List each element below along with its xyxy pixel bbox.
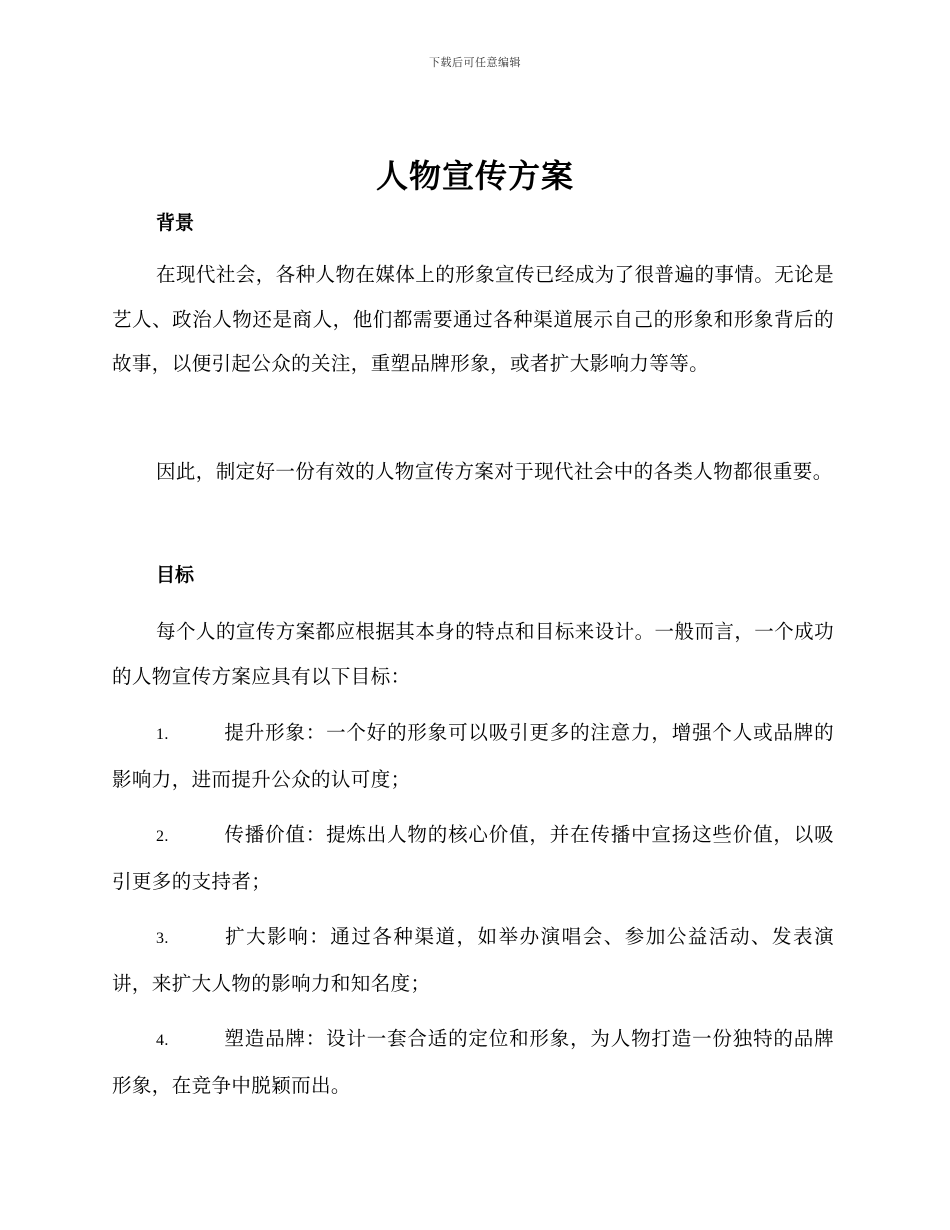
goal-list-item — [112, 915, 834, 1006]
list-item-text: 塑造品牌：设计一套合适的定位和形象，为人物打造一份独特的品牌形象，在竞争中脱颖而出。 — [112, 1027, 834, 1097]
list-number: 3. — [156, 930, 169, 947]
list-item-text: 传播价值：提炼出人物的核心价值，并在传播中宣扬这些价值，以吸引更多的支持者； — [112, 823, 834, 893]
list-item-text: 扩大影响：通过各种渠道，如举办演唱会、参加公益活动、发表演讲，来扩大人物的影响力和知名度； — [112, 925, 834, 995]
list-number: 2. — [156, 828, 169, 845]
background-paragraph: 在现代社会，各种人物在媒体上的形象宣传已经成为了很普遍的事情。无论是艺人、政治人物还是商人，他们都需要通过各种渠道展示自己的形象和形象背后的故事，以便引起公众的关注，重塑品牌形象，或者扩大影响力等等。 — [112, 263, 834, 375]
list-number: 1. — [156, 726, 169, 743]
goal-list-item — [112, 1017, 834, 1108]
list-item-text: 提升形象：一个好的形象可以吸引更多的注意力，增强个人或品牌的影响力，进而提升公众的认可度； — [112, 721, 834, 791]
goal-list-item — [112, 813, 834, 904]
goal-list-item — [112, 711, 834, 802]
document-title: 人物宣传方案 — [375, 157, 574, 195]
list-number: 4. — [156, 1032, 169, 1049]
goals-intro-paragraph: 每个人的宣传方案都应根据其本身的特点和目标来设计。一般而言，一个成功的人物宣传方案应具有以下目标： — [112, 620, 834, 688]
background-paragraph: 因此，制定好一份有效的人物宣传方案对于现代社会中的各类人物都很重要。 — [156, 460, 833, 483]
section-heading-goals: 目标 — [156, 564, 195, 586]
section-heading-background: 背景 — [156, 212, 195, 234]
header-note: 下载后可任意编辑 — [429, 56, 521, 69]
